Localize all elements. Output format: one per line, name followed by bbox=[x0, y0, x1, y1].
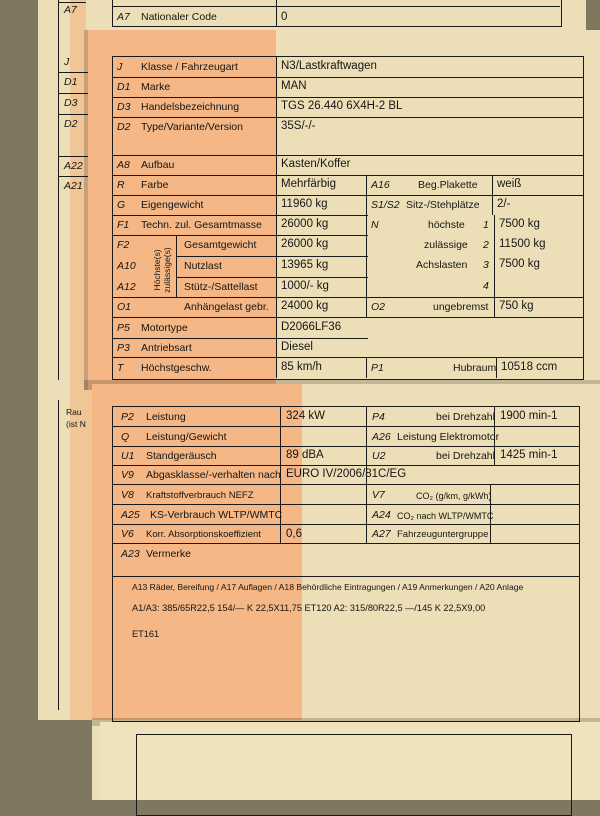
value-hubraum: 10518 ccm bbox=[501, 361, 558, 373]
code-d1: D1 bbox=[117, 81, 131, 93]
code-a10: A10 bbox=[117, 260, 136, 272]
top-value-nationaler-code: 0 bbox=[281, 11, 288, 23]
value-anhaengelast: 24000 kg bbox=[281, 300, 329, 312]
label-co2-wltp: CO₂ nach WLTP/WMTC bbox=[397, 511, 494, 521]
block1-col bbox=[494, 215, 495, 317]
value-sitzplaetze: 2/- bbox=[497, 198, 511, 210]
value-aufbau: Kasten/Koffer bbox=[281, 158, 351, 170]
code-a27: A27 bbox=[372, 528, 391, 540]
block1-rule bbox=[112, 235, 368, 236]
label-leistung: Leistung bbox=[146, 411, 186, 423]
axle-value-1: 7500 kg bbox=[499, 218, 540, 230]
block2-rule bbox=[112, 576, 580, 577]
value-p4-drehzahl: 1900 min-1 bbox=[500, 410, 558, 422]
label-sitzplaetze: Sitz-/Stehplätze bbox=[406, 199, 480, 211]
value-handelsbezeichnung: TGS 26.440 6X4H-2 BL bbox=[281, 100, 403, 112]
label-standgeraeusch: Standgeräusch bbox=[146, 450, 217, 462]
label-beg-plakette: Beg.Plakette bbox=[418, 179, 478, 191]
label-marke: Marke bbox=[141, 81, 171, 93]
block2-rule bbox=[112, 465, 580, 466]
code-g: G bbox=[117, 199, 126, 211]
code-v8: V8 bbox=[121, 489, 134, 501]
value-farbe: Mehrfärbig bbox=[281, 178, 336, 190]
axle-num-3: 3 bbox=[483, 259, 489, 271]
label-axle-zulaessige: zulässige bbox=[424, 239, 468, 251]
bg-code-a7-top: A7 bbox=[64, 4, 77, 16]
axle-value-2: 11500 kg bbox=[499, 238, 546, 250]
code-a24: A24 bbox=[372, 509, 391, 521]
background-table-border bbox=[58, 0, 59, 380]
label-ks-verbrauch: KS-Verbrauch WLTP/WMTC bbox=[150, 509, 283, 521]
bg-code-a22: A22 bbox=[64, 160, 83, 172]
code-o2: O2 bbox=[371, 301, 386, 313]
code-f1: F1 bbox=[117, 219, 130, 231]
code-p5: P5 bbox=[117, 322, 130, 334]
value-eigengewicht: 11960 kg bbox=[281, 198, 328, 210]
code-a23: A23 bbox=[121, 548, 140, 560]
label-fahrzeuguntergruppe: Fahrzeuguntergruppe bbox=[397, 529, 489, 540]
bg-code-d3: D3 bbox=[64, 97, 78, 109]
value-absorption: 0,6 bbox=[286, 528, 302, 540]
label-elektromotor: Leistung Elektromotor bbox=[397, 431, 500, 443]
code-o1: O1 bbox=[117, 301, 132, 313]
label-achslasten: Achslasten bbox=[416, 259, 468, 271]
label-hubraum: Hubraum bbox=[453, 362, 497, 374]
top-strip-rule bbox=[112, 6, 560, 7]
block1-col bbox=[366, 175, 367, 317]
label-u2-drehzahl: bei Drehzahl bbox=[436, 450, 495, 462]
block1-col bbox=[492, 175, 493, 215]
label-antriebsart: Antriebsart bbox=[141, 342, 192, 354]
block1-rule bbox=[112, 175, 584, 176]
code-a12: A12 bbox=[117, 281, 136, 293]
block1-rule bbox=[112, 97, 584, 98]
code-a16: A16 bbox=[371, 179, 390, 191]
block1-rule bbox=[112, 338, 368, 339]
bg-code-j: J bbox=[64, 56, 70, 68]
value-beg-plakette: weiß bbox=[497, 178, 522, 190]
block1-rule bbox=[176, 277, 368, 278]
code-r: R bbox=[117, 179, 125, 191]
label-motortype: Motortype bbox=[141, 322, 188, 334]
axle-num-4: 4 bbox=[483, 280, 489, 292]
label-vermerke: Vermerke bbox=[146, 548, 191, 560]
value-type-variante: 35S/-/- bbox=[281, 120, 316, 132]
mass-group-label: Höchste(s) zulässige(s) bbox=[152, 247, 172, 293]
bg-text-rau: Rau bbox=[66, 407, 82, 417]
code-d3: D3 bbox=[117, 101, 131, 113]
code-q: Q bbox=[121, 431, 130, 443]
top-label-nationaler-code: Nationaler Code bbox=[141, 11, 217, 23]
axle-num-1: 1 bbox=[483, 219, 489, 231]
code-a26: A26 bbox=[372, 431, 391, 443]
value-leistung: 324 kW bbox=[286, 410, 325, 422]
code-u1: U1 bbox=[121, 450, 135, 462]
background-table-border bbox=[58, 400, 59, 710]
axle-num-2: 2 bbox=[483, 239, 489, 251]
bg-code-d1: D1 bbox=[64, 76, 78, 88]
code-p3: P3 bbox=[117, 342, 130, 354]
remarks-line-1: A1/A3: 385/65R22,5 154/— K 22,5X11,75 ET120 A2: 315/80R22,5 —/145 K 22,5X9,00 bbox=[132, 603, 486, 613]
code-p4: P4 bbox=[372, 411, 385, 423]
label-gesamtgewicht: Gesamtgewicht bbox=[184, 239, 257, 251]
block1-rule bbox=[112, 297, 584, 298]
code-u2: U2 bbox=[372, 450, 386, 462]
top-strip-col bbox=[276, 0, 277, 26]
label-type-variante: Type/Variante/Version bbox=[141, 121, 243, 133]
label-abgasklasse: Abgasklasse/-verhalten nach bbox=[146, 469, 281, 481]
code-v9: V9 bbox=[121, 469, 134, 481]
value-standgeraeusch: 89 dBA bbox=[286, 449, 324, 461]
label-leistung-gewicht: Leistung/Gewicht bbox=[146, 431, 227, 443]
code-s1s2: S1/S2 bbox=[371, 199, 400, 211]
label-axle-hoechste: höchste bbox=[428, 219, 465, 231]
bottom-table bbox=[136, 734, 572, 816]
block1-rule bbox=[112, 317, 584, 318]
block2-rule bbox=[112, 446, 580, 447]
code-p1: P1 bbox=[371, 362, 384, 374]
code-t: T bbox=[117, 362, 124, 374]
code-v6: V6 bbox=[121, 528, 134, 540]
code-f2: F2 bbox=[117, 239, 130, 251]
block1-rule bbox=[112, 155, 584, 156]
code-d2: D2 bbox=[117, 121, 131, 133]
value-ungebremst: 750 kg bbox=[499, 300, 534, 312]
bg-text-ist: (ist N bbox=[66, 419, 86, 429]
label-hoechstgeschw: Höchstgeschw. bbox=[141, 362, 212, 374]
value-abgasklasse: EURO IV/2006/81C/EG bbox=[286, 468, 407, 480]
block1-col bbox=[276, 56, 277, 378]
block2-rule bbox=[112, 426, 580, 427]
value-gesamtgewicht: 26000 kg bbox=[281, 238, 329, 250]
remarks-header: A13 Räder, Bereifung / A17 Auflagen / A18 Behördliche Eintragungen / A19 Anmerkungen / A20 Anlage bbox=[132, 582, 524, 592]
label-kraftstoff-nefz: Kraftstoffverbrauch NEFZ bbox=[146, 490, 254, 501]
label-anhaengelast: Anhängelast gebr. bbox=[184, 301, 269, 313]
label-stuetzlast: Stütz-/Sattellast bbox=[184, 281, 258, 293]
block1-rule bbox=[176, 256, 368, 257]
value-antriebsart: Diesel bbox=[281, 341, 313, 353]
code-a25: A25 bbox=[121, 509, 140, 521]
code-j: J bbox=[117, 61, 123, 73]
code-a8: A8 bbox=[117, 159, 130, 171]
label-gesamtmasse: Techn. zul. Gesamtmasse bbox=[141, 219, 262, 231]
remarks-line-2: ET161 bbox=[132, 629, 160, 639]
axle-value-3: 7500 kg bbox=[499, 258, 540, 270]
block2-rule bbox=[112, 504, 580, 505]
bg-code-a21: A21 bbox=[64, 180, 83, 192]
code-p2: P2 bbox=[121, 411, 134, 423]
block1-rule bbox=[112, 357, 584, 358]
label-eigengewicht: Eigengewicht bbox=[141, 199, 204, 211]
bg-code-d2: D2 bbox=[64, 118, 78, 130]
block1-col bbox=[366, 357, 367, 378]
block1-col bbox=[176, 235, 177, 297]
value-gesamtmasse: 26000 kg bbox=[281, 218, 329, 230]
label-nutzlast: Nutzlast bbox=[184, 260, 222, 272]
label-handelsbezeichnung: Handelsbezeichnung bbox=[141, 101, 240, 113]
block1-rule bbox=[112, 195, 584, 196]
value-nutzlast: 13965 kg bbox=[281, 259, 329, 271]
label-absorption: Korr. Absorptionskoeffizient bbox=[146, 529, 261, 540]
label-p4-drehzahl: bei Drehzahl bbox=[436, 411, 495, 423]
label-klasse: Klasse / Fahrzeugart bbox=[141, 61, 238, 73]
value-klasse: N3/Lastkraftwagen bbox=[281, 60, 377, 72]
block2-rule bbox=[112, 484, 580, 485]
label-ungebremst: ungebremst bbox=[433, 301, 489, 313]
value-hoechstgeschw: 85 km/h bbox=[281, 361, 322, 373]
block1-rule bbox=[112, 215, 368, 216]
label-aufbau: Aufbau bbox=[141, 159, 175, 171]
label-co2: CO₂ (g/km, g/kWh) bbox=[416, 491, 492, 501]
code-n: N bbox=[371, 219, 379, 231]
value-stuetzlast: 1000/- kg bbox=[281, 280, 329, 292]
label-farbe: Farbe bbox=[141, 179, 169, 191]
block1-rule bbox=[112, 117, 584, 118]
block2-rule bbox=[112, 543, 580, 544]
code-v7: V7 bbox=[372, 489, 385, 501]
block2-rule bbox=[112, 524, 580, 525]
value-motortype: D2066LF36 bbox=[281, 321, 342, 333]
value-marke: MAN bbox=[281, 80, 307, 92]
top-code-a7: A7 bbox=[117, 11, 130, 23]
block1-rule bbox=[112, 77, 584, 78]
value-u2-drehzahl: 1425 min-1 bbox=[500, 449, 558, 461]
